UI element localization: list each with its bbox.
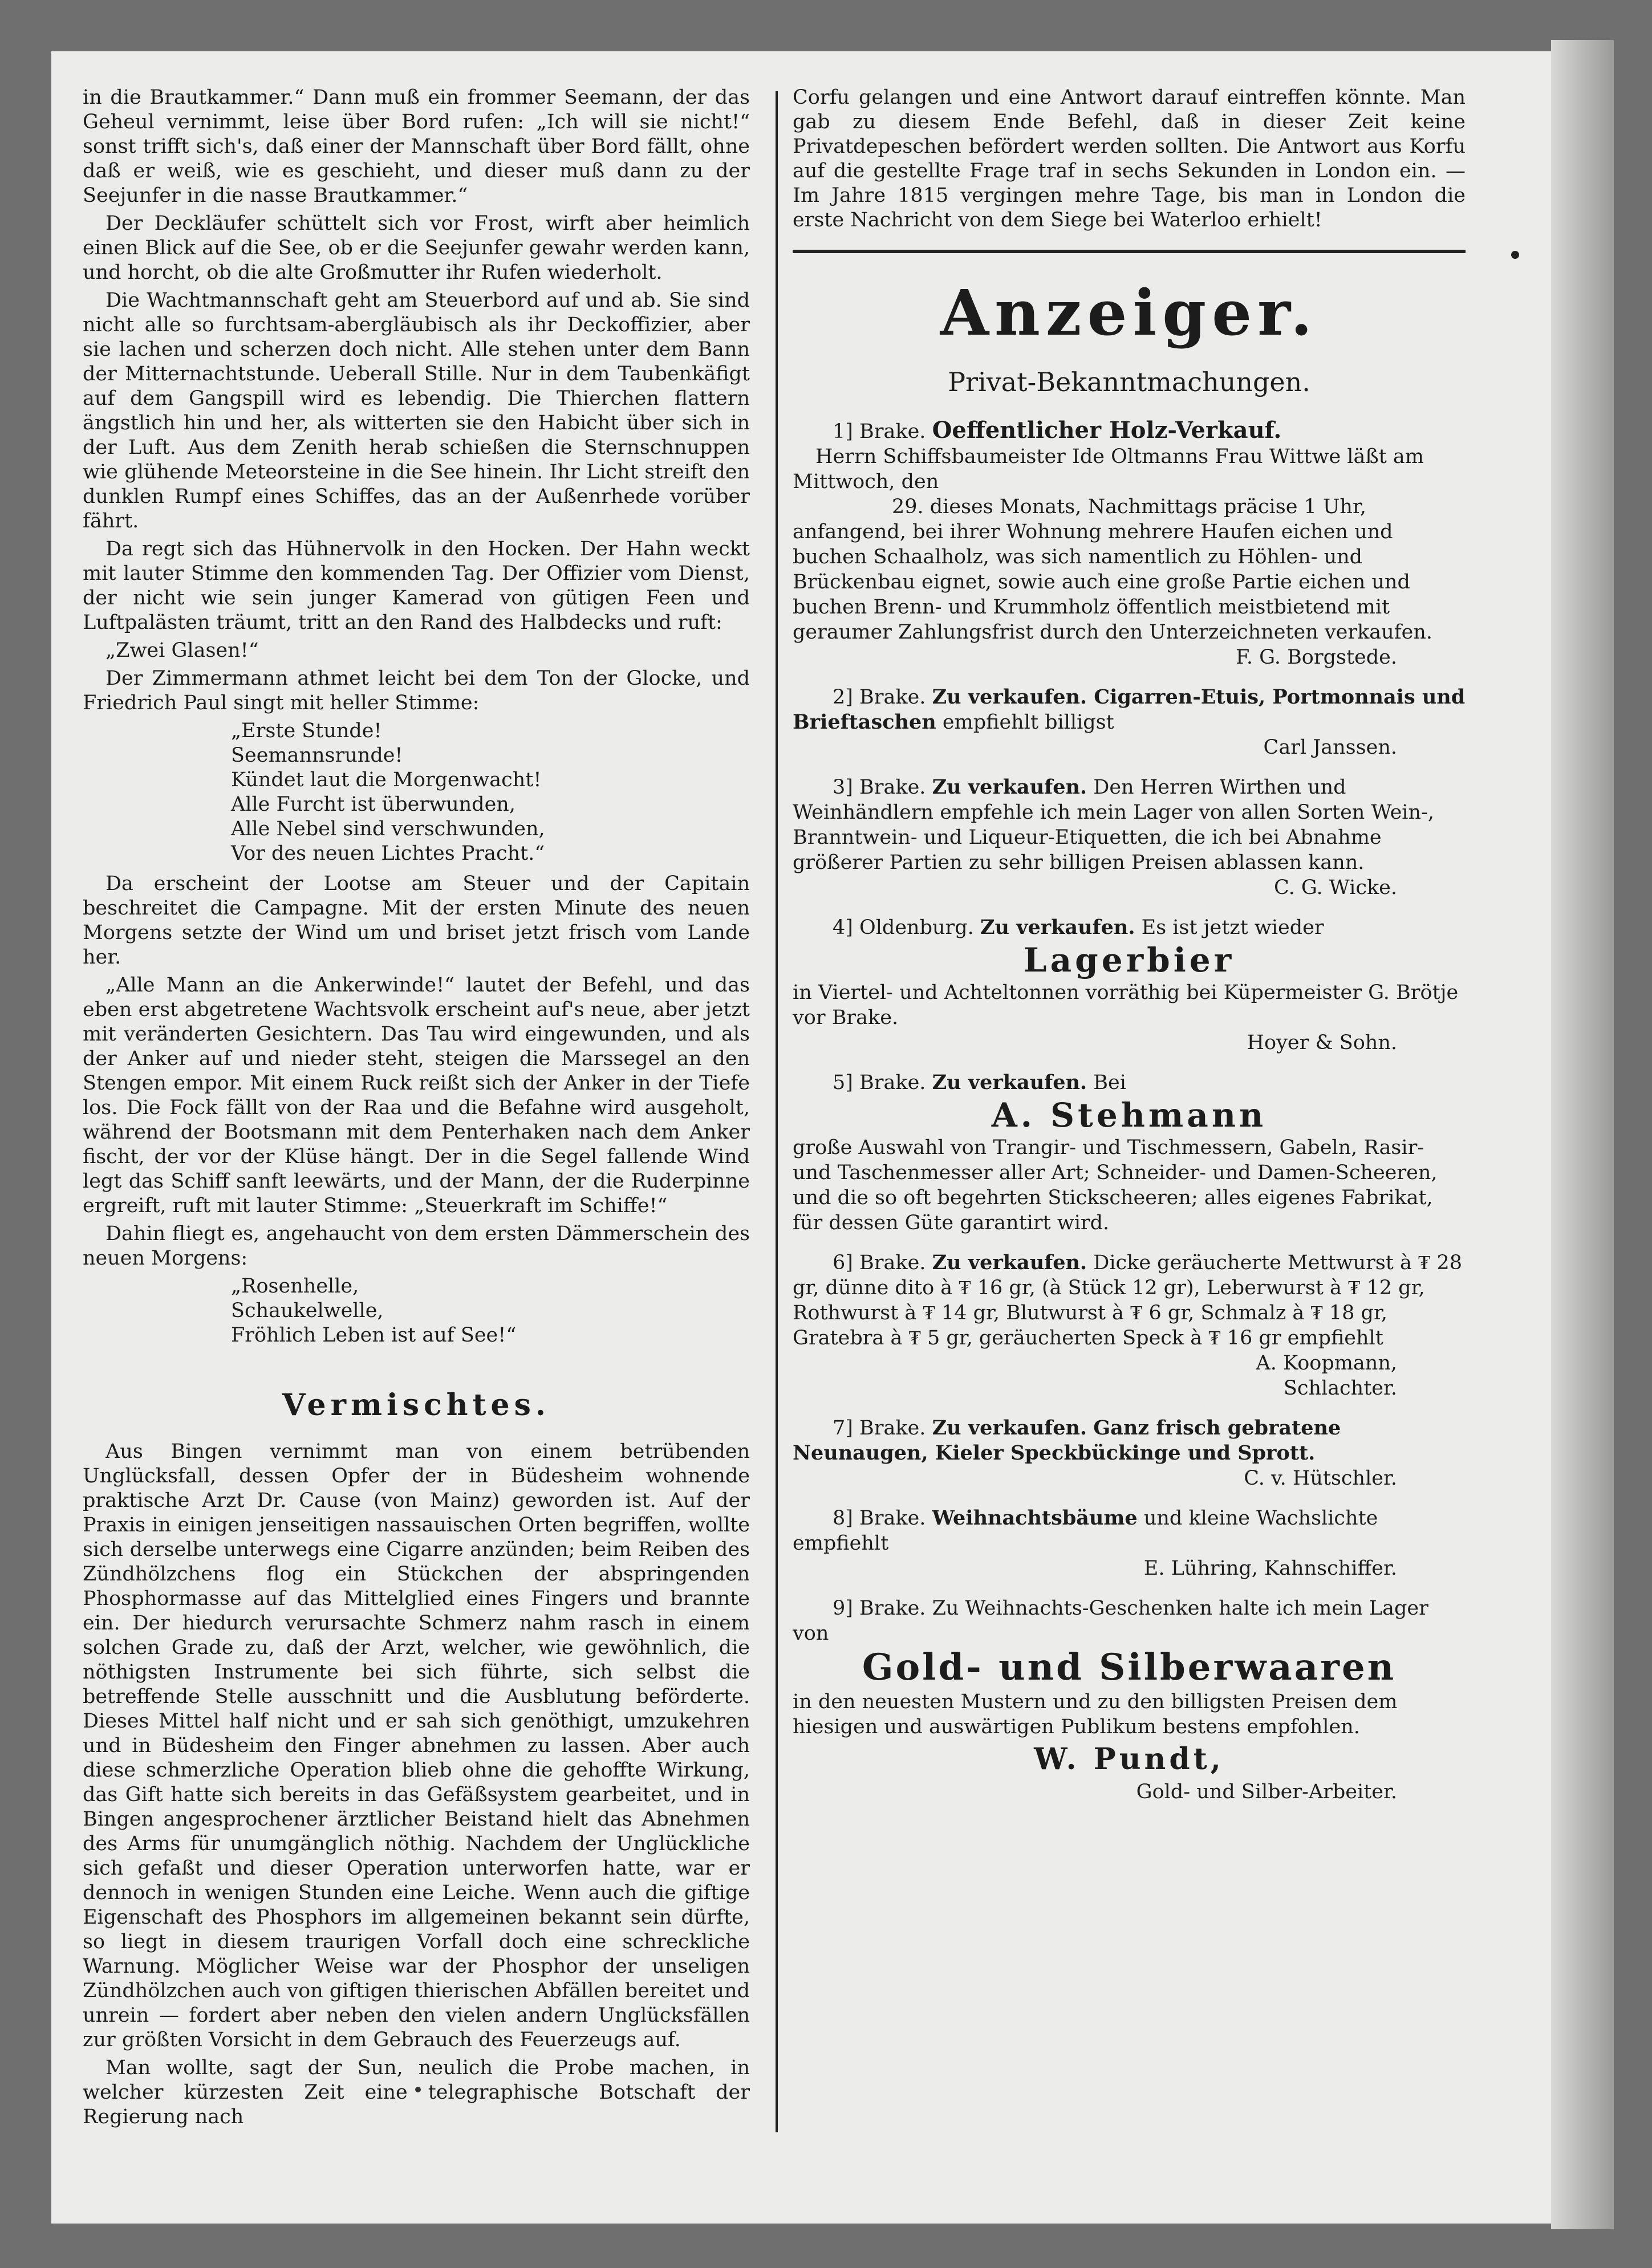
ad-display-text: Gold- und Silberwaaren — [862, 1646, 1397, 1689]
ad-text: empfiehlt billigst — [942, 711, 1114, 734]
paragraph: „Zwei Glasen!“ — [105, 639, 259, 662]
ad-text: Zu Weihnachts-Geschenken halte ich mein Lager von — [793, 1597, 1428, 1645]
ad-headline: Zu verkaufen. — [932, 1071, 1087, 1094]
section-title: Vermischtes. — [282, 1388, 551, 1422]
paragraph: Dahin fliegt es, angehaucht von dem ersten Dämmerschein des neuen Morgens: — [83, 1222, 750, 1270]
ad-text: Herrn Schiffsbaumeister Ide Oltmanns Frau Wittwe läßt am Mittwoch, den — [793, 445, 1424, 493]
left-column — [83, 86, 750, 2133]
right-column — [793, 86, 1466, 1819]
ad-text: Bei — [1093, 1071, 1126, 1094]
ad-number: 6] Brake. — [833, 1251, 926, 1274]
ad-headline: Weihnachtsbäume — [932, 1506, 1138, 1530]
paragraph: „Alle Mann an die Ankerwinde!“ lautet der Befehl, und das eben erst abgetretene Wachtsvolk erscheint auf's neue, aber jetzt mit veränderten Gesichtern. Das Tau wird eingewunden, und als der Anker auf und nieder steht, steigen die Marssegel an den Stengen empor. Mit einem Ruck reißt sich der Anker in der Tiefe los. Die Fock fällt von der Raa und die Befahne wird ausgeholt, während der Bootsmann mit dem Penterhaken nach dem Anker fischt, der vor der Klüse hängt. Der in die Segel fallende Wind legt das Schiff sanft leewärts, und der Mann, der die Ruderpinne ergreift, ruft mit lauter Stimme: „Steuerkraft im Schiffe!“ — [83, 974, 750, 1217]
section-title: Anzeiger. — [940, 276, 1318, 349]
verse-line: Kündet laut die Morgenwacht! — [231, 769, 542, 791]
ad-text: anfangend, bei ihrer Wohnung mehrere Haufen eichen und buchen Schaalholz, was sich namentlich zu Höhlen- und Brückenbau eignet, sowie auch eine große Partie eichen und buchen Brenn- und Krummholz öffentlich meistbietend mit geraumer Zahlungsfrist durch den Unterzeichneten verkaufen. — [793, 521, 1433, 644]
verse-block — [231, 719, 750, 866]
ink-dot — [1511, 251, 1519, 259]
ad-number: 9] Brake. — [833, 1597, 926, 1620]
paragraph: Aus Bingen vernimmt man von einem betrübenden Unglücksfall, dessen Opfer der in Büdesheim wohnende praktische Arzt Dr. Cause (von Mainz) geworden ist. Auf der Praxis in einigen jenseitigen nassauischen Orten begriffen, wollte sich derselbe unterwegs eine Cigarre anzünden; beim Reiben des Zündhölzchens flog ein Stückchen der abspringenden Phosphormasse auf das Mittelglied eines Fingers und brannte ein. Der hiedurch verursachte Schmerz nahm rasch in einem solchen Grade zu, daß der Arzt, welcher, wie gewöhnlich, die nöthigsten Instrumente bei sich führte, sich selbst die betreffende Stelle ausschnitt und die Ausblutung beförderte. Dieses Mittel half nicht und er sah sich genöthigt, umzukehren und in Büdesheim den Finger abnehmen zu lassen. Aber auch diese schmerzliche Operation blieb ohne die gehoffte Wirkung, das Gift hatte sich bereits in das Gefäßsystem gearbeitet, und in Bingen angesprochener ärztlicher Beistand hielt das Abnehmen des Arms für unumgänglich nöthig. Nachdem der Unglückliche sich gefaßt und dieser Operation unterworfen hatte, war er dennoch in wenigen Stunden eine Leiche. Wenn auch die giftige Eigenschaft des Phosphors im allgemeinen bekannt sein dürfte, so liegt in diesem traurigen Vorfall doch eine schreckliche Warnung. Möglicher Weise war der Phosphor der unseligen Zündhölzchen auch von giftigen thierischen Abfällen bereitet und unrein — fordert aber neben den vielen andern Unglücksfällen zur größten Vorsicht in dem Gebrauch des Feuerzeugs auf. — [83, 1440, 750, 2051]
ad-text: große Auswahl von Trangir- und Tischmessern, Gabeln, Rasir- und Taschenmesser aller Art; Schneider- und Damen-Scheeren, und die so oft begehrten Stickscheeren; alles eigenes Fabrikat, für dessen Güte garantirt wird. — [793, 1136, 1438, 1234]
ad-headline: Zu verkaufen. — [932, 1251, 1087, 1274]
column-rule — [776, 91, 778, 2132]
ad-text: Ganz frisch gebratene Neunaugen, Kieler Speckbückinge und Sprott. — [793, 1416, 1341, 1465]
advertisement — [793, 1250, 1466, 1401]
ad-signature: Hoyer & Sohn. — [1247, 1031, 1397, 1054]
ad-signature: F. G. Borgstede. — [1236, 646, 1397, 669]
advertisement — [793, 915, 1466, 1055]
ad-number: 2] Brake. — [833, 686, 926, 709]
ad-text: und kleine Wachslichte empfiehlt — [793, 1507, 1378, 1555]
ad-text: Es ist jetzt wieder — [1141, 916, 1324, 939]
ad-signature: Carl Janssen. — [1263, 736, 1397, 759]
paragraph: in die Brautkammer.“ Dann muß ein frommer Seemann, der das Geheul vernimmt, leise über Bord rufen: „Ich will sie nicht!“ sonst trifft sich's, daß einer der Mannschaft über Bord fällt, ohne daß er weiß, wie es geschieht, und dieser muß dann zu der Seejunfer in die nasse Brautkammer.“ — [83, 86, 750, 207]
paragraph: Der Zimmermann athmet leicht bei dem Ton der Glocke, und Friedrich Paul singt mit heller Stimme: — [83, 667, 750, 714]
ad-number: 4] Oldenburg. — [833, 916, 974, 939]
advertisement — [793, 775, 1466, 900]
ad-headline: Zu verkaufen. — [932, 775, 1087, 799]
verse-line: „Erste Stunde! — [231, 720, 382, 742]
verse-line: Alle Nebel sind verschwunden, — [231, 818, 545, 840]
verse-line: Fröhlich Leben ist auf See!“ — [231, 1324, 517, 1347]
ad-number: 3] Brake. — [833, 776, 926, 799]
verse-line: „Rosenhelle, — [231, 1275, 359, 1298]
ad-display-text: Lagerbier — [1023, 941, 1235, 979]
ad-headline: Oeffentlicher Holz-Verkauf. — [932, 417, 1282, 444]
ad-signature: A. Koopmann, — [1256, 1352, 1397, 1375]
divider — [793, 250, 1466, 253]
ad-text: in den neuesten Mustern und zu den billigsten Preisen dem hiesigen und auswärtigen Publikum bestens empfohlen. — [793, 1690, 1398, 1738]
advertisement — [793, 418, 1466, 670]
advertisement — [793, 1416, 1466, 1491]
verse-line: Seemannsrunde! — [231, 744, 403, 767]
ad-number: 5] Brake. — [833, 1071, 926, 1094]
ad-number: 7] Brake. — [833, 1417, 926, 1440]
verse-line: Schaukelwelle, — [231, 1299, 384, 1322]
paragraph: Da erscheint der Lootse am Steuer und der Capitain beschreitet die Campagne. Mit der ersten Minute des neuen Morgens setzte der Wind um und briset jetzt frisch vom Lande her. — [83, 872, 750, 969]
ad-signature: Gold- und Silber-Arbeiter. — [1136, 1781, 1397, 1803]
ad-text: Dicke geräucherte Mettwurst à ₮ 28 gr, dünne dito à ₮ 16 gr, (à Stück 12 gr), Leberwurst à ₮ 12 gr, Rothwurst à ₮ 14 gr, Blutwurst à ₮ 6 gr, Schmalz à ₮ 18 gr, Gratebra à ₮ 5 gr, geräucherten Speck à ₮ 16 gr empfiehlt — [793, 1251, 1463, 1350]
paragraph: Corfu gelangen und eine Antwort darauf eintreffen könnte. Man gab zu diesem Ende Befehl, daß in dieser Zeit keine Privatdepeschen befördert werden sollten. Die Antwort aus Korfu auf die gestellte Frage traf in sechs Sekunden in London ein. — Im Jahre 1815 vergingen mehre Tage, bis man in London die erste Nachricht von dem Siege bei Waterloo erhielt! — [793, 86, 1466, 231]
advertisement — [793, 1506, 1466, 1581]
paragraph: Da regt sich das Hühnervolk in den Hocken. Der Hahn weckt mit lauter Stimme den kommenden Tag. Der Offizier vom Dienst, der nicht wie sein junger Kamerad von gütigen Feen und Luftpalästen träumt, tritt an den Rand des Halbdecks und ruft: — [83, 538, 750, 634]
paragraph: Man wollte, sagt der Sun, neulich die Probe machen, in welcher kürzesten Zeit eine telegraphische Botschaft der Regierung nach — [83, 2056, 750, 2128]
ad-headline: Zu verkaufen. Cigarren-Etuis, Portmonnais und Brieftaschen — [793, 685, 1466, 734]
verse-line: Alle Furcht ist überwunden, — [231, 793, 516, 816]
ad-text: 29. dieses Monats, Nachmittags präcise 1 Uhr, — [891, 495, 1366, 518]
paragraph: Die Wachtmannschaft geht am Steuerbord auf und ab. Sie sind nicht alle so furchtsam-abergläubisch als ihr Deckoffizier, aber sie lachen und scherzen doch nicht. Alle stehen unter dem Bann der Mitternachtstunde. Ueberall Stille. Nur in dem Taubenkäfigt auf dem Gangspill wird es lebendig. Die Thierchen flattern ängstlich hin und her, als witterten sie den Habicht über sich in der Luft. Aus dem Zenith herab schießen die Sternschnuppen wie glühende Meteorsteine in die See hinein. Ihr Licht streift den dunklen Rumpf eines Schiffes, das an der Außenrhede vorüber fährt. — [83, 289, 750, 533]
verse-block — [231, 1274, 750, 1348]
advertisement — [793, 1596, 1466, 1804]
advertisement — [793, 685, 1466, 760]
paragraph: Der Deckläufer schüttelt sich vor Frost, wirft aber heimlich einen Blick auf die See, ob er die Seejunfer gewahr werden kann, und horcht, ob die alte Großmutter ihr Rufen wiederholt. — [83, 212, 750, 284]
ad-display-text: A. Stehmann — [991, 1096, 1267, 1135]
ad-number: 1] Brake. — [833, 420, 926, 443]
verse-line: Vor des neuen Lichtes Pracht.“ — [231, 842, 545, 865]
ad-display-text: W. Pundt, — [1034, 1742, 1224, 1777]
ad-signature: E. Lühring, Kahnschiffer. — [1143, 1557, 1397, 1580]
ad-number: 8] Brake. — [833, 1507, 926, 1530]
page-edge — [1551, 40, 1614, 2229]
ad-text: in Viertel- und Achteltonnen vorräthig bei Küpermeister G. Brötje vor Brake. — [793, 981, 1459, 1029]
ad-signature: Schlachter. — [1283, 1377, 1397, 1400]
ad-headline: Zu verkaufen. — [932, 1416, 1087, 1440]
advertisement — [793, 1070, 1466, 1235]
ad-text: Den Herren Wirthen und Weinhändlern empfehle ich mein Lager von allen Sorten Wein-, Branntwein- und Liqueur-Etiquetten, die ich bei Abnahme größerer Partien zu sehr billigen Preisen ablassen kann. — [793, 776, 1434, 874]
section-subtitle: Privat-Bekanntmachungen. — [948, 367, 1310, 397]
ad-signature: C. v. Hütschler. — [1244, 1467, 1397, 1490]
ad-signature: C. G. Wicke. — [1274, 876, 1397, 899]
ad-headline: Zu verkaufen. — [980, 916, 1135, 939]
